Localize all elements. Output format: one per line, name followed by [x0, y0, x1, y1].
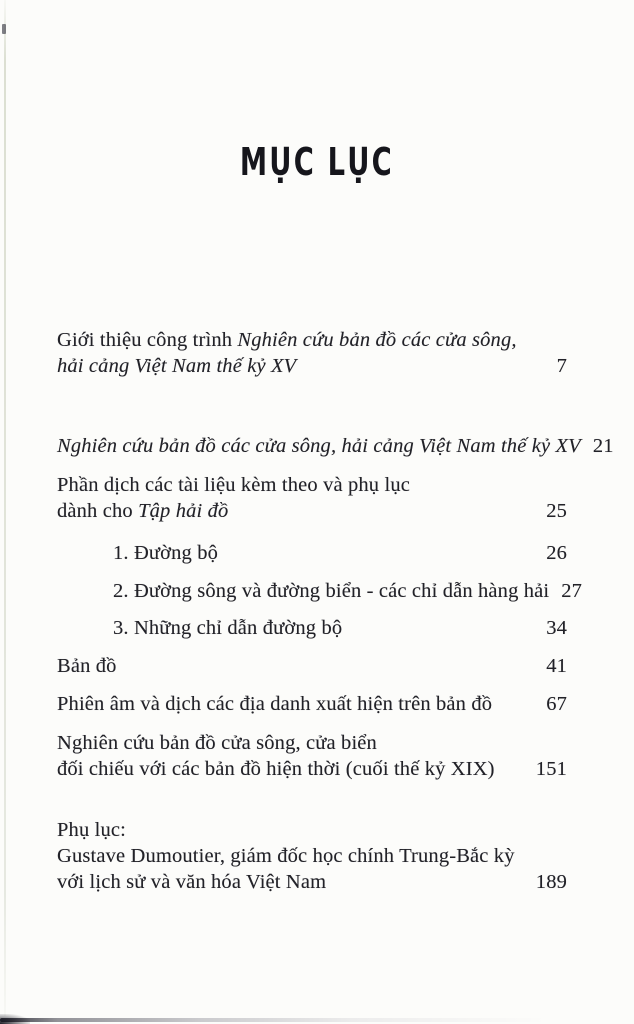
toc-entry-text: 3. Những chỉ dẫn đường bộ — [113, 617, 343, 639]
toc-entry — [57, 472, 567, 524]
toc-page-number: 27 — [561, 580, 583, 602]
toc-line — [57, 472, 567, 498]
toc-page-number: 34 — [546, 617, 567, 639]
toc-entry — [57, 691, 567, 717]
toc-list — [0, 327, 634, 895]
toc-line — [57, 843, 567, 869]
toc-entry-text: Phần dịch các tài liệu kèm theo và phụ lục — [57, 474, 410, 496]
toc-entry — [57, 327, 567, 379]
toc-entry-text: Phiên âm và dịch các địa danh xuất hiện trên bản đồ — [57, 693, 493, 715]
toc-line — [57, 691, 567, 717]
toc-line — [57, 730, 567, 756]
toc-entry-text: Gustave Dumoutier, giám đốc học chính Trung-Bắc kỳ — [57, 845, 515, 867]
page-title — [0, 142, 634, 182]
toc-line — [57, 756, 567, 782]
toc-entry-text: 2. Đường sông và đường biển - các chỉ dẫn hàng hải — [113, 580, 550, 602]
toc-line — [57, 540, 567, 566]
toc-line — [57, 433, 614, 459]
toc-entry-text: Nghiên cứu bản đồ các cửa sông, hải cảng Việt Nam thế kỷ XV — [57, 435, 581, 457]
page-bottom-edge-artifact — [0, 1018, 571, 1022]
toc-entry-text: 1. Đường bộ — [113, 542, 219, 564]
scan-speck — [2, 24, 6, 34]
toc-line — [57, 869, 567, 895]
toc-entry-text: đối chiếu với các bản đồ hiện thời (cuối thế kỷ XIX) — [57, 758, 495, 780]
toc-entry — [57, 433, 614, 459]
toc-line — [57, 353, 567, 379]
toc-entry-text: dành cho Tập hải đồ — [57, 500, 229, 522]
toc-entry — [57, 615, 567, 641]
toc-page-number: 26 — [546, 542, 567, 564]
toc-entry — [57, 540, 567, 566]
toc-page-number: 67 — [546, 693, 567, 715]
toc-entry-text: Giới thiệu công trình Nghiên cứu bản đồ các cửa sông, — [57, 329, 517, 351]
toc-entry — [57, 730, 567, 782]
toc-entry-text: Nghiên cứu bản đồ cửa sông, cửa biển — [57, 732, 377, 754]
toc-entry-text: Phụ lục: — [57, 819, 126, 841]
toc-page-number: 7 — [556, 355, 567, 377]
toc-entry — [57, 817, 567, 895]
toc-page-number: 21 — [592, 435, 614, 457]
toc-page-number: 25 — [546, 500, 567, 522]
page-corner-shadow — [0, 1014, 30, 1024]
toc-entry-text: với lịch sử và văn hóa Việt Nam — [57, 871, 327, 893]
toc-line — [57, 817, 567, 843]
toc-line — [57, 653, 567, 679]
toc-line — [57, 578, 583, 604]
toc-entry-text: Bản đồ — [57, 655, 117, 677]
toc-entry — [57, 578, 583, 604]
toc-entry — [57, 653, 567, 679]
toc-entry-text: hải cảng Việt Nam thế kỷ XV — [57, 355, 297, 377]
page-title-text: MỤC LỤC — [240, 140, 394, 184]
page-left-edge-artifact — [4, 0, 6, 1016]
toc-line — [57, 615, 567, 641]
toc-line — [57, 498, 567, 524]
toc-line — [57, 327, 567, 353]
toc-page-number: 151 — [535, 758, 567, 780]
toc-page-number: 189 — [535, 871, 567, 893]
toc-page-number: 41 — [546, 655, 567, 677]
